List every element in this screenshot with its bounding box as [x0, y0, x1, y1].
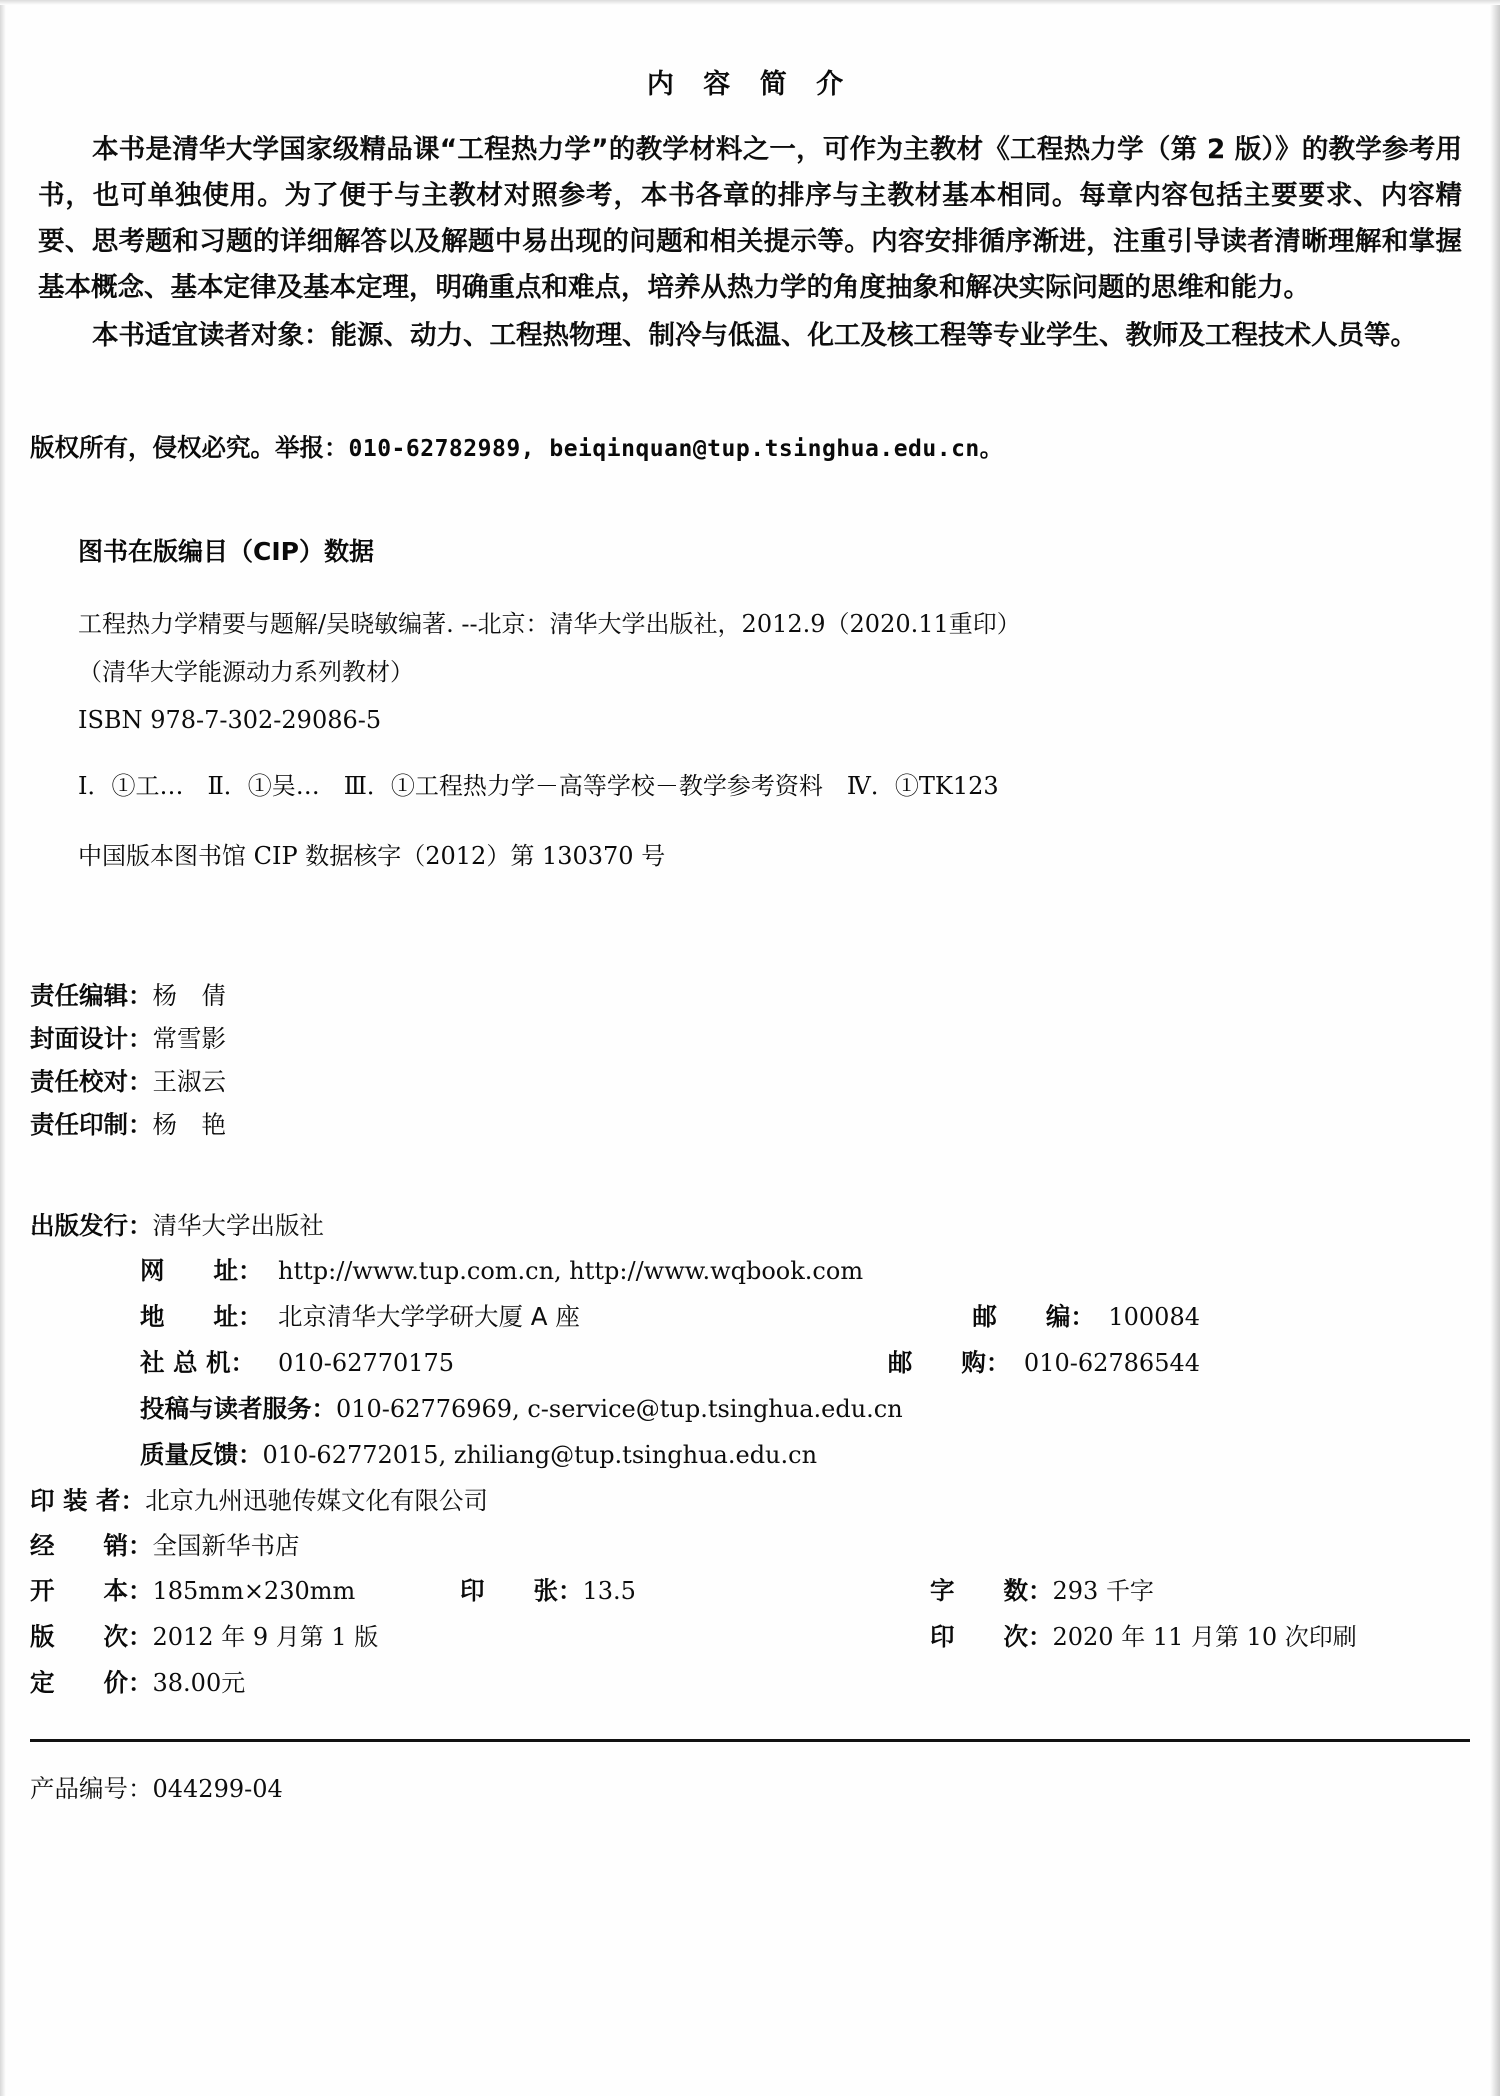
intro-body — [38, 127, 1462, 359]
price-value: 38.00元 — [152, 1669, 246, 1697]
publisher-row — [30, 1204, 1500, 1247]
footer-divider — [30, 1739, 1470, 1742]
credit-label-proofreader: 责任校对： — [30, 1067, 153, 1096]
intro-heading: 内 容 简 介 — [646, 69, 854, 100]
cip-classification-line: Ⅰ．①工… Ⅱ．①吴… Ⅲ．①工程热力学－高等学校－教学参考资料 Ⅳ．①TK123 — [78, 772, 999, 800]
publisher-block — [0, 1204, 1500, 1567]
distributor-value: 全国新华书店 — [152, 1531, 300, 1560]
distributor-label: 经 销： — [30, 1531, 153, 1560]
spec-size-cell — [30, 1569, 460, 1613]
switchboard-value: 010-62770175 — [278, 1349, 455, 1377]
words-value: 293 千字 — [1052, 1577, 1154, 1605]
cip-series-line: （清华大学能源动力系列教材） — [78, 658, 414, 686]
credit-row — [30, 1103, 1500, 1146]
product-number-label: 产品编号： — [30, 1774, 153, 1803]
postcode-label: 邮 编： — [972, 1302, 1095, 1331]
publisher-address-row — [30, 1295, 1500, 1339]
words-label: 字 数： — [930, 1576, 1053, 1605]
postcode-group — [972, 1295, 1500, 1339]
feedback-label: 质量反馈： — [140, 1440, 263, 1469]
publisher-feedback-row — [30, 1433, 1500, 1477]
spec-edition-cell — [30, 1615, 460, 1659]
address-value: 北京清华大学学研大厦 A 座 — [278, 1302, 580, 1331]
spec-price-cell — [30, 1661, 460, 1705]
publisher-website-row — [30, 1249, 1500, 1293]
credit-row — [30, 1017, 1500, 1060]
sheets-value: 13.5 — [582, 1577, 636, 1605]
credit-value-proofreader: 王淑云 — [152, 1067, 226, 1096]
publisher-submission-row — [30, 1387, 1500, 1431]
mailorder-value: 010-62786544 — [1023, 1349, 1200, 1377]
cip-heading: 图书在版编目（CIP）数据 — [78, 537, 374, 566]
spec-row-edition — [30, 1615, 1500, 1659]
credit-row — [30, 1060, 1500, 1103]
printer-label: 印 装 者： — [30, 1486, 146, 1515]
mailorder-label: 邮 购： — [887, 1348, 1011, 1377]
postcode-value: 100084 — [1108, 1303, 1200, 1331]
switchboard-label: 社 总 机： — [140, 1348, 256, 1377]
intro-paragraph-2: 本书适宜读者对象：能源、动力、工程热物理、制冷与低温、化工及核工程等专业学生、教师及工程技术人员等。 — [92, 320, 1417, 351]
size-label: 开 本： — [30, 1576, 153, 1605]
impression-value: 2020 年 11 月第 10 次印刷 — [1052, 1623, 1357, 1651]
spec-row-size — [30, 1569, 1500, 1613]
cip-block — [0, 532, 1500, 878]
submission-label: 投稿与读者服务： — [140, 1394, 336, 1423]
distributor-row — [30, 1524, 1500, 1567]
publisher-value: 清华大学出版社 — [152, 1211, 324, 1240]
sheets-label: 印 张： — [460, 1576, 583, 1605]
cip-isbn-line: ISBN 978-7-302-29086-5 — [78, 706, 382, 734]
spec-row-price — [30, 1661, 1500, 1705]
printer-row — [30, 1479, 1500, 1522]
spec-impression-cell — [930, 1615, 1357, 1659]
credit-label-editor: 责任编辑： — [30, 981, 153, 1010]
cip-title-line: 工程热力学精要与题解/吴晓敏编著. --北京：清华大学出版社，2012.9（2020.11重印） — [78, 610, 1021, 638]
cip-number-line: 中国版本图书馆 CIP 数据核字（2012）第 130370 号 — [78, 842, 666, 870]
spec-words-cell — [930, 1569, 1154, 1613]
printer-value: 北京九州迅驰传媒文化有限公司 — [145, 1486, 489, 1515]
credit-value-cover-design: 常雪影 — [152, 1024, 226, 1053]
spec-sheets-cell — [460, 1569, 930, 1613]
product-number-row — [30, 1770, 1500, 1805]
credit-label-printing-supervisor: 责任印制： — [30, 1110, 153, 1139]
feedback-value[interactable]: 010-62772015, zhiliang@tup.tsinghua.edu.cn — [262, 1441, 818, 1469]
size-value: 185mm×230mm — [152, 1577, 356, 1605]
copyright-notice-contact: 010-62782989, beiqinquan@tup.tsinghua.edu.cn。 — [348, 436, 1004, 462]
mailorder-group — [888, 1341, 1500, 1385]
credits-block — [0, 974, 1500, 1146]
edition-label: 版 次： — [30, 1622, 153, 1651]
credit-row — [30, 974, 1500, 1017]
submission-value[interactable]: 010-62776969, c-service@tup.tsinghua.edu.cn — [336, 1395, 903, 1423]
specs-block — [0, 1569, 1500, 1705]
website-value[interactable]: http://www.tup.com.cn, http://www.wqbook.com — [278, 1257, 864, 1285]
website-label: 网 址： — [140, 1256, 263, 1285]
copyright-notice-cn: 版权所有，侵权必究。举报： — [30, 433, 349, 462]
intro-paragraph-1: 本书是清华大学国家级精品课“工程热力学”的教学材料之一，可作为主教材《工程热力学（第 2 版）》的教学参考用书，也可单独使用。为了便于与主教材对照参考，本书各章的排序与主教材基本相同。每章内容包括主要要求、内容精要、思考题和习题的详细解答以及解题中易出现的问题和相关提示等。内容安排循序渐进，注重引导读者清晰理解和掌握基本概念、基本定律及基本定理，明确重点和难点，培养从热力学的角度抽象和解决实际问题的思维和能力。 — [38, 134, 1462, 303]
credit-value-printing-supervisor: 杨 艳 — [152, 1110, 226, 1139]
edition-value: 2012 年 9 月第 1 版 — [152, 1623, 379, 1651]
address-label: 地 址： — [140, 1302, 263, 1331]
copyright-notice — [30, 429, 1500, 464]
publisher-switchboard-row — [30, 1341, 1500, 1385]
product-number-value: 044299-04 — [152, 1775, 283, 1803]
publisher-label: 出版发行： — [30, 1211, 153, 1240]
credit-label-cover-design: 封面设计： — [30, 1024, 153, 1053]
credit-value-editor: 杨 倩 — [152, 981, 226, 1010]
price-label: 定 价： — [30, 1668, 153, 1697]
impression-label: 印 次： — [930, 1622, 1053, 1651]
